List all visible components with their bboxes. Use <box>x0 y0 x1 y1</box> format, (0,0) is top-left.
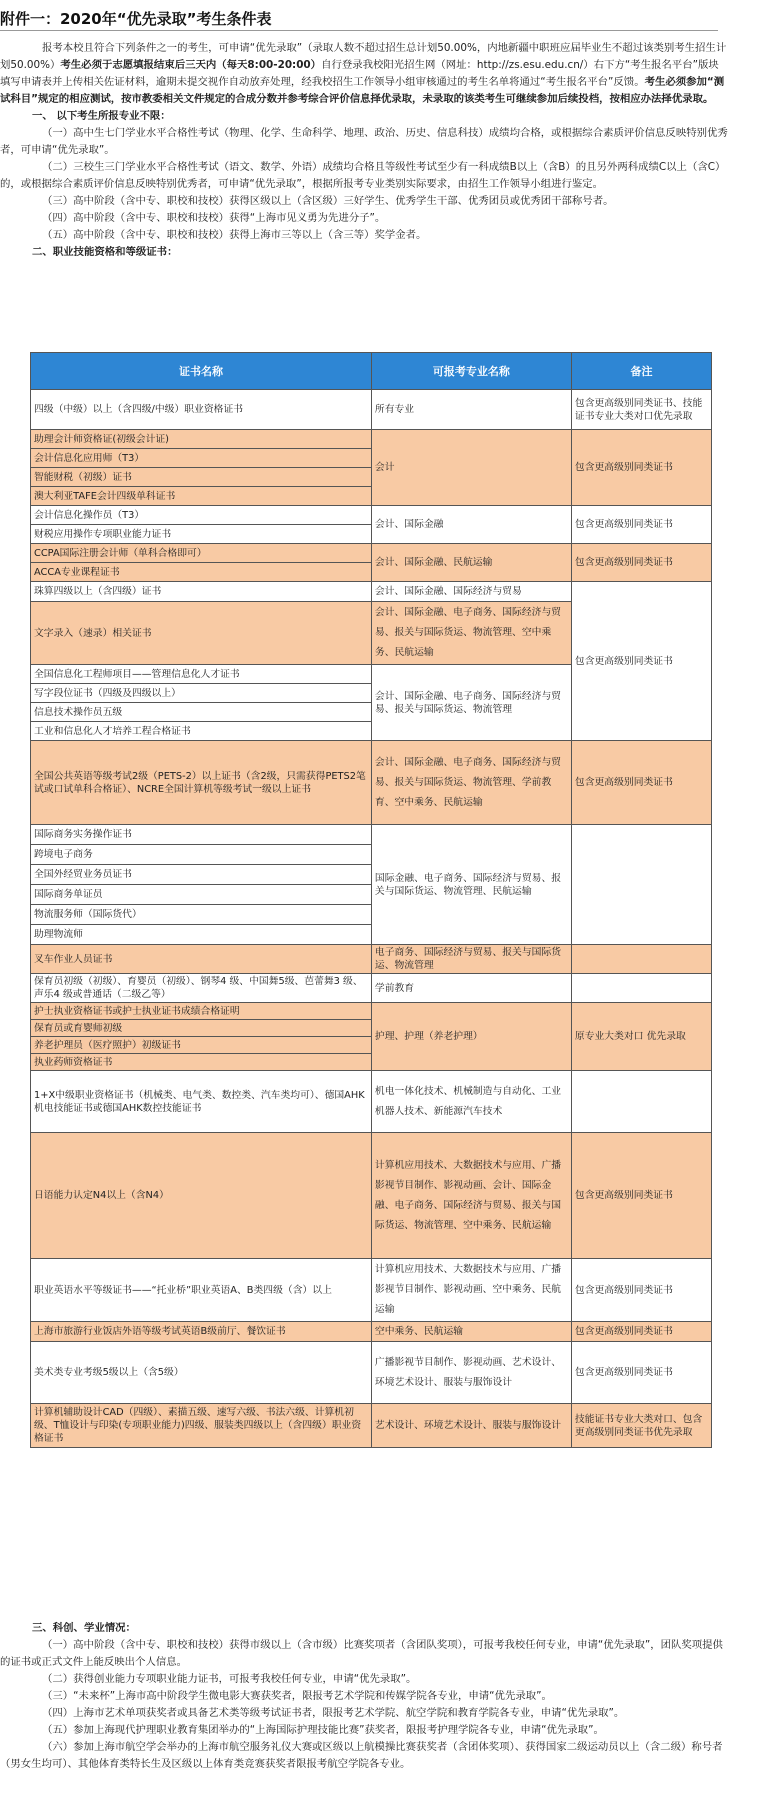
note-cell: 包含更高级别同类证书 <box>571 1259 711 1322</box>
cert-cell: 叉车作业人员证书 <box>31 945 372 974</box>
major-cell: 空中乘务、民航运输 <box>371 1322 571 1342</box>
table-row <box>31 430 712 449</box>
cert-cell: 全国信息化工程师项目——管理信息化人才证书 <box>31 665 372 684</box>
note-cell <box>571 974 711 1003</box>
col-header-note: 备注 <box>571 353 711 390</box>
table-header-row <box>31 353 712 390</box>
table-row <box>31 974 712 1003</box>
major-cell: 会计、国际金融、电子商务、国际经济与贸易、报关与国际货运、物流管理、学前教育、空中乘务、民航运输 <box>371 741 571 825</box>
section1-item: （二）三校生三门学业水平合格性考试（语文、数学、外语）成绩均合格且等级性考试至少有一科成绩B以上（含B）的且另外两科成绩C以上（含C）的，或根据综合素质评价信息反映特别优秀者，可申请“优先录取”，根据所报考专业类别实际要求，由招生工作领导小组进行鉴定。 <box>0 161 726 190</box>
major-cell: 会计、国际金融、电子商务、国际经济与贸易、报关与国际货运、物流管理、空中乘务、民航运输 <box>371 602 571 665</box>
section1-item: （一）高中生七门学业水平合格性考试（物理、化学、生命科学、地理、政治、历史、信息科技）成绩均合格，或根据综合素质评价信息反映特别优秀者，可申请“优先录取”。 <box>0 127 728 156</box>
cert-cell: 国际商务单证员 <box>31 885 372 905</box>
page-title: 附件一：2020年“优先录取”考生条件表 <box>0 10 272 28</box>
note-cell: 原专业大类对口 优先录取 <box>571 1003 711 1071</box>
table-row <box>31 390 712 430</box>
note-cell: 包含更高级别同类证书 <box>571 582 711 741</box>
cert-cell: 保育员初级（初级）、育婴员（初级）、钢琴4 级、中国舞5级、芭蕾舞3 级、声乐4 级或普通话（二级乙等） <box>31 974 372 1003</box>
cert-cell: 跨境电子商务 <box>31 845 372 865</box>
major-cell: 国际金融、电子商务、国际经济与贸易、报关与国际货运、物流管理、民航运输 <box>371 825 571 945</box>
cert-cell: 日语能力认定N4以上（含N4） <box>31 1133 372 1259</box>
table-row <box>31 582 712 602</box>
cert-cell: 会计信息化应用师（T3） <box>31 449 372 468</box>
table-row <box>31 825 712 845</box>
major-cell: 会计、国际金融、电子商务、国际经济与贸易、报关与国际货运、物流管理 <box>371 665 571 741</box>
table-row <box>31 506 712 525</box>
section3-item: （三）“未来杯”上海市高中阶段学生微电影大赛获奖者，限报考艺术学院和传媒学院各专业，申请“优先录取”。 <box>42 1690 552 1702</box>
section2-heading: 二、职业技能资格和等级证书： <box>32 246 178 258</box>
cert-cell: 四级（中级）以上（含四级/中级）职业资格证书 <box>31 390 372 430</box>
note-cell <box>571 945 711 974</box>
cert-cell: 职业英语水平等级证书——“托业桥”职业英语A、B类四级（含）以上 <box>31 1259 372 1322</box>
major-cell: 学前教育 <box>371 974 571 1003</box>
major-cell: 会计 <box>371 430 571 506</box>
cert-cell: 国际商务实务操作证书 <box>31 825 372 845</box>
certificate-table <box>30 352 712 1448</box>
note-cell: 包含更高级别同类证书 <box>571 1133 711 1259</box>
table-row <box>31 1133 712 1259</box>
cert-cell: 护士执业资格证书或护士执业证书成绩合格证明 <box>31 1003 372 1020</box>
col-header-major: 可报考专业名称 <box>371 353 571 390</box>
cert-cell: 珠算四级以上（含四级）证书 <box>31 582 372 602</box>
note-cell: 技能证书专业大类对口、包含更高级别同类证书优先录取 <box>571 1404 711 1448</box>
section1-item: （四）高中阶段（含中专、职校和技校）获得“上海市见义勇为先进分子”。 <box>42 212 386 224</box>
note-cell: 包含更高级别同类证书 <box>571 506 711 544</box>
major-cell: 会计、国际金融 <box>371 506 571 544</box>
cert-cell: 助理物流师 <box>31 925 372 945</box>
cert-cell: 全国外经贸业务员证书 <box>31 865 372 885</box>
major-cell: 广播影视节目制作、影视动画、艺术设计、环境艺术设计、服装与服饰设计 <box>371 1342 571 1404</box>
major-cell: 计算机应用技术、大数据技术与应用、广播影视节目制作、影视动画、空中乘务、民航运输 <box>371 1259 571 1322</box>
cert-cell: 计算机辅助设计CAD（四级）、素描五级、速写六级、书法六级、计算机初级、T恤设计与印染(专项职业能力)四级、服装类四级以上（含四级）职业资格证书 <box>31 1404 372 1448</box>
cert-cell: 执业药师资格证书 <box>31 1054 372 1071</box>
cert-cell: 工业和信息化人才培养工程合格证书 <box>31 722 372 741</box>
section3-item: （四）上海市艺术单项获奖者或具备艺术类等级考试证书者，限报考艺术学院、航空学院和教育学院各专业，申请“优先录取”。 <box>42 1707 625 1719</box>
table-row <box>31 1071 712 1133</box>
intro-block <box>0 40 728 261</box>
major-cell: 电子商务、国际经济与贸易、报关与国际货运、物流管理 <box>371 945 571 974</box>
col-header-cert: 证书名称 <box>31 353 372 390</box>
intro-text-a: 报考本校且符合下列条件之一的考生，可申请“优先录取”（录取人数不超过招生总计划50.00%，内地新疆中职班应届毕业生不超过该类别考生招生计划50.00%） <box>0 42 727 71</box>
note-cell: 包含更高级别同类证书 <box>571 1342 711 1404</box>
cert-cell: 助理会计师资格证(初级会计证) <box>31 430 372 449</box>
table-row <box>31 1404 712 1448</box>
cert-cell: 智能财税（初级）证书 <box>31 468 372 487</box>
cert-cell: 文字录入（速录）相关证书 <box>31 602 372 665</box>
cert-cell: 澳大利亚TAFE会计四级单科证书 <box>31 487 372 506</box>
intro-paragraph <box>0 40 728 108</box>
cert-cell: ACCA专业课程证书 <box>31 563 372 582</box>
section3-block <box>0 1620 728 1773</box>
cert-cell: 保育员或育婴师初级 <box>31 1020 372 1037</box>
cert-cell: CCPA国际注册会计师（单科合格即可） <box>31 544 372 563</box>
table-row <box>31 544 712 563</box>
note-cell: 包含更高级别同类证书 <box>571 741 711 825</box>
section1-item: （三）高中阶段（含中专、职校和技校）获得区级以上（含区级）三好学生、优秀学生干部、优秀团员或优秀团干部称号者。 <box>42 195 614 207</box>
cert-cell: 信息技术操作员五级 <box>31 703 372 722</box>
intro-text-b: 自行登录我校阳光招生网（网址：http://zs.esu.edu.cn/）右下方“考生报名平台”版块填写申请表并上传相关佐证材料，逾期未提交视作自动放弃处理，经我校招生工作领导小组审核通过的考生名单将通过“考生报名平台”反馈。 <box>0 59 719 88</box>
section3-item: （六）参加上海市航空学会举办的上海市航空服务礼仪大赛或区级以上航模操比赛获奖者（含团体奖项）、获得国家二级运动员以上（含二级）称号者（男女生均可）、其他体育类特长生及区级以上体育类竞赛获奖者限报考航空学院各专业。 <box>0 1741 723 1770</box>
cert-cell: 会计信息化操作员（T3） <box>31 506 372 525</box>
note-cell: 包含更高级别同类证书 <box>571 1322 711 1342</box>
cert-cell: 全国公共英语等级考试2级（PETS-2）以上证书（含2级，只需获得PETS2笔试或口试单科合格证）、NCRE全国计算机等级考试一级以上证书 <box>31 741 372 825</box>
cert-cell: 美术类专业考级5级以上（含5级） <box>31 1342 372 1404</box>
intro-bold-deadline: 考生必须于志愿填报结束后三天内（每天8:00-20:00） <box>60 59 322 71</box>
major-cell: 艺术设计、环境艺术设计、服装与服饰设计 <box>371 1404 571 1448</box>
cert-cell: 1+X中级职业资格证书（机械类、电气类、数控类、汽车类均可）、德国AHK机电技能证书或德国AHK数控技能证书 <box>31 1071 372 1133</box>
note-cell: 包含更高级别同类证书 <box>571 544 711 582</box>
section3-item: （五）参加上海现代护理职业教育集团举办的“上海国际护理技能比赛”获奖者，限报考护理学院各专业，申请“优先录取”。 <box>42 1724 604 1736</box>
note-cell: 包含更高级别同类证书 <box>571 430 711 506</box>
major-cell: 机电一体化技术、机械制造与自动化、工业机器人技术、新能源汽车技术 <box>371 1071 571 1133</box>
major-cell: 护理、护理（养老护理） <box>371 1003 571 1071</box>
major-cell: 会计、国际金融、国际经济与贸易 <box>371 582 571 602</box>
cert-cell: 财税应用操作专项职业能力证书 <box>31 525 372 544</box>
section3-item: （一）高中阶段（含中专、职校和技校）获得市级以上（含市级）比赛奖项者（含团队奖项），可报考我校任何专业，申请“优先录取”，团队奖项提供的证书或正式文件上能反映出个人信息。 <box>0 1639 723 1668</box>
table-row <box>31 1259 712 1322</box>
intro-bold-test: 考生必须参加“测试科目”规定的相应测试，按市教委相关文件规定的合成分数并参考综合评价信息择优录取，未录取的该类考生可继续参加后续投档，按相应办法择优录取。 <box>0 76 725 105</box>
note-cell: 包含更高级别同类证书、技能证书专业大类对口优先录取 <box>571 390 711 430</box>
cert-cell: 养老护理员（医疗照护）初级证书 <box>31 1037 372 1054</box>
note-cell <box>571 1071 711 1133</box>
cert-cell: 物流服务师（国际货代） <box>31 905 372 925</box>
table-row <box>31 1322 712 1342</box>
cert-cell: 上海市旅游行业饭店外语等级考试英语B级前厅、餐饮证书 <box>31 1322 372 1342</box>
table-row <box>31 741 712 825</box>
cert-cell: 写字段位证书（四级及四级以上） <box>31 684 372 703</box>
title-divider <box>0 30 718 31</box>
major-cell: 会计、国际金融、民航运输 <box>371 544 571 582</box>
table-row <box>31 945 712 974</box>
table-row <box>31 1003 712 1020</box>
section1-item: （五）高中阶段（含中专、职校和技校）获得上海市三等以上（含三等）奖学金者。 <box>42 229 427 241</box>
table-row <box>31 1342 712 1404</box>
major-cell: 计算机应用技术、大数据技术与应用、广播影视节目制作、影视动画、会计、国际金融、电子商务、国际经济与贸易、报关与国际货运、物流管理、空中乘务、民航运输 <box>371 1133 571 1259</box>
section1-heading: 一、 以下考生所报专业不限： <box>32 110 171 122</box>
major-cell: 所有专业 <box>371 390 571 430</box>
note-cell <box>571 825 711 945</box>
section3-item: （二）获得创业能力专项职业能力证书，可报考我校任何专业，申请“优先录取”。 <box>42 1673 417 1685</box>
section3-heading: 三、科创、学业情况： <box>32 1622 136 1634</box>
